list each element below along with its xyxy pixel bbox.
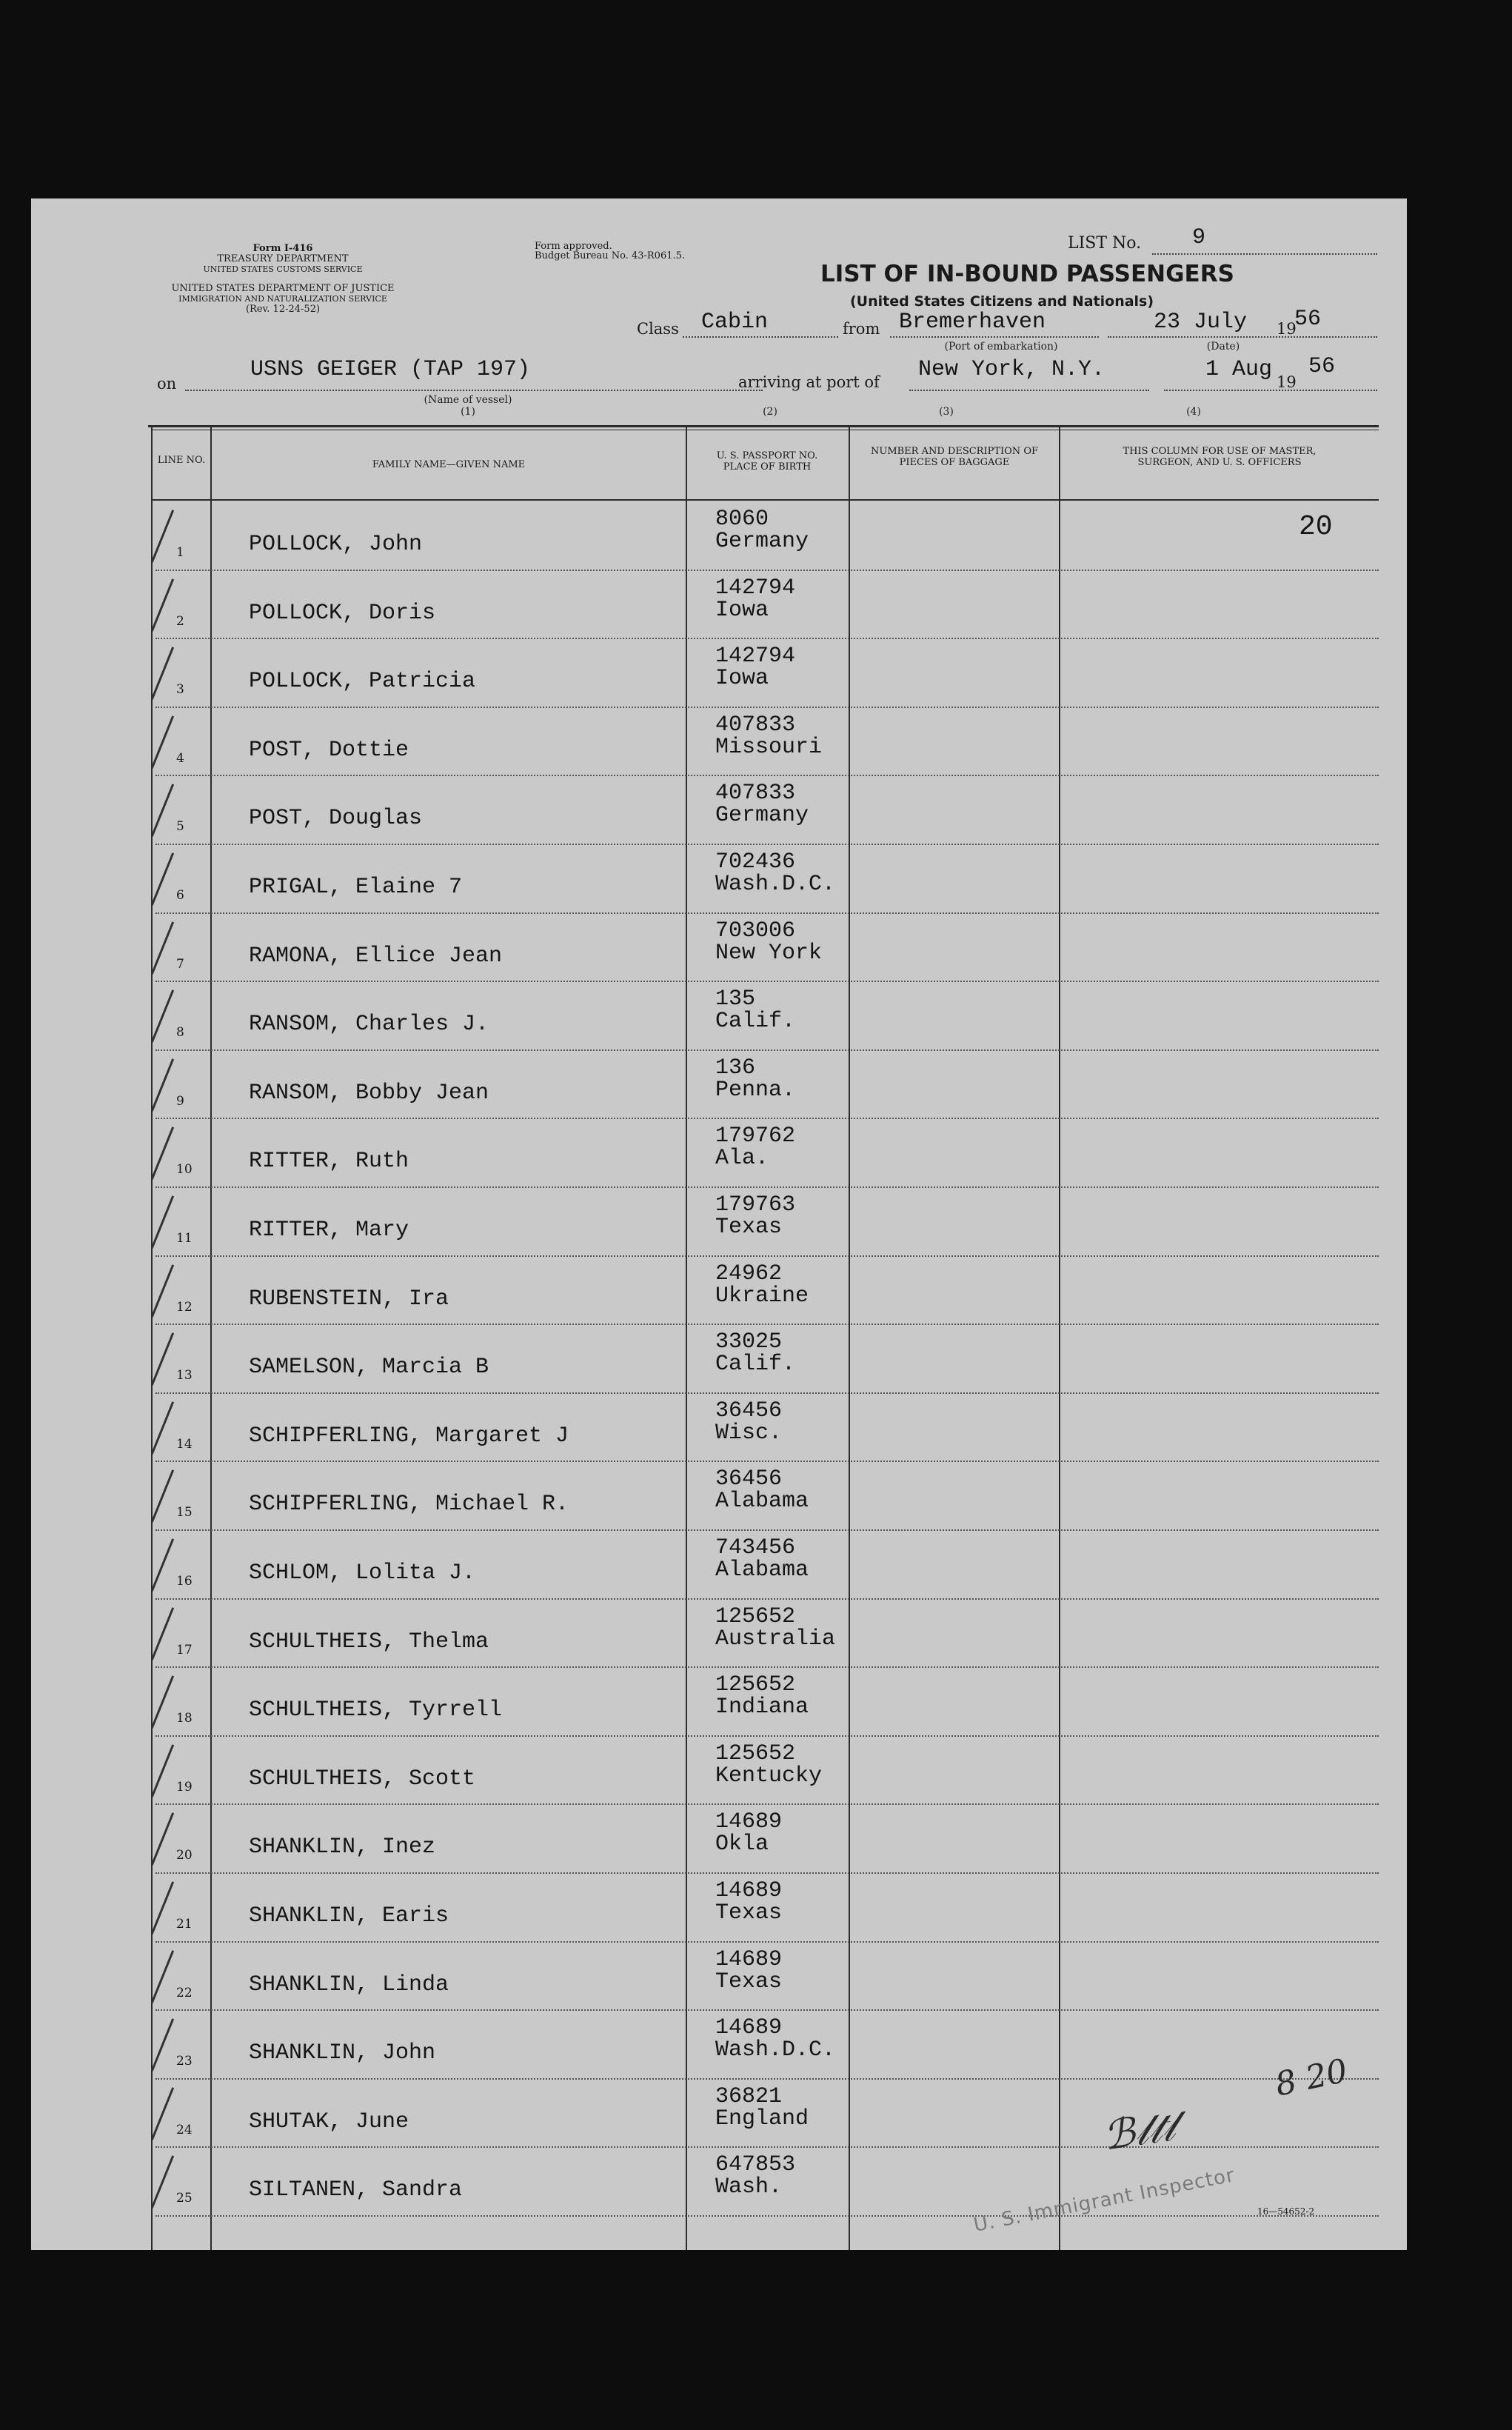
row-separator [155,1872,1379,1874]
given-name: Thelma [409,1629,489,1655]
embark-year-prefix: 19 [1277,320,1297,338]
line-number: 18 [176,1711,193,1726]
list-number-line [1152,253,1377,255]
check-mark [151,1607,174,1660]
family-name: SCHULTHEIS, [249,1766,396,1792]
vessel-line [185,390,763,391]
place-of-birth: Texas [715,1215,783,1240]
row-separator [155,981,1379,982]
check-mark [151,2087,174,2140]
line-number: 17 [176,1642,193,1658]
arrival-date: 1 Aug [1205,357,1273,382]
row-separator [155,2009,1379,2011]
passport-number: 179763 [715,1192,796,1218]
passport-number: 125652 [715,1740,796,1766]
vessel-name: USNS GEIGER (TAP 197) [250,357,531,382]
given-name: Ruth [355,1149,409,1175]
row-separator [155,707,1379,708]
row-separator [155,1941,1379,1943]
class-value: Cabin [701,310,769,335]
row-separator [155,1118,1379,1119]
given-name: Michael R. [435,1492,569,1518]
family-name: SCHULTHEIS, [249,1698,396,1723]
check-mark [151,1813,174,1866]
passport-number: 24962 [715,1261,783,1286]
row-separator [155,1461,1379,1462]
place-of-birth: Texas [715,1900,783,1926]
caption-2: (2) [763,406,777,418]
form-approved: Form approved. [535,241,612,252]
arrival-date-line [1164,390,1377,391]
line-number: 12 [176,1299,193,1315]
line-number: 5 [176,819,184,835]
line-number: 22 [176,1985,193,2000]
line-number: 25 [176,2191,193,2206]
line-number: 13 [176,1368,193,1383]
check-mark [151,1744,174,1798]
place-of-birth: Iowa [715,666,769,692]
given-name: Tyrrell [409,1698,503,1723]
line-number: 24 [176,2122,193,2137]
family-name: POST, [249,737,316,763]
embark-date-line [1108,336,1377,338]
place-of-birth: Alabama [715,1489,809,1515]
line-number: 2 [176,613,184,629]
passport-number: 14689 [715,2015,783,2041]
caption-3: (3) [939,406,954,418]
check-mark [151,1950,174,2003]
given-name: Ellice Jean [355,943,503,969]
family-name: SHANKLIN, [249,1835,369,1860]
family-name: POLLOCK, [249,669,356,695]
passport-number: 407833 [715,712,796,738]
place-of-birth: Texas [715,1969,783,1995]
given-name: Doris [369,600,436,626]
passport-number: 703006 [715,918,796,944]
line-number: 8 [176,1025,184,1041]
passport-number: 647853 [715,2152,796,2178]
check-mark [151,921,174,975]
on-label: on [157,375,177,393]
passport-number: 136 [715,1055,756,1081]
given-name: John [369,532,423,557]
justice-dept: UNITED STATES DEPARTMENT OF JUSTICE [171,283,395,294]
family-name: RITTER, [249,1149,343,1175]
embark-port-line [890,336,1099,338]
passport-number: 743456 [715,1535,796,1561]
family-name: PRIGAL, [249,875,343,900]
row-separator [155,1186,1379,1188]
header-baggage: NUMBER AND DESCRIPTION OF PIECES OF BAGGAGE [870,446,1038,468]
given-name: Linda [382,1972,449,1997]
place-of-birth: Calif. [715,1009,796,1035]
given-name: Douglas [329,806,423,832]
family-name: SCHLOM, [249,1561,343,1586]
passport-number: 142794 [715,575,796,601]
passport-number: 36821 [715,2083,783,2109]
row-separator [155,1529,1379,1531]
place-of-birth: Iowa [715,597,769,623]
place-of-birth: Ukraine [715,1283,809,1309]
place-of-birth: Indiana [715,1695,809,1720]
inspector-signature: ℬ𝓁𝓉𝓁 [1100,2103,1178,2160]
check-mark [151,1538,174,1592]
check-mark [151,510,174,563]
line-number: 10 [176,1162,193,1178]
family-name: SHUTAK, [249,2109,343,2134]
passport-number: 14689 [715,1878,783,1903]
family-name: RITTER, [249,1218,343,1243]
given-name: Dottie [329,737,409,763]
check-mark [151,1058,174,1112]
line-number: 9 [176,1093,184,1109]
place-of-birth: Wash. [715,2174,783,2200]
row-separator [155,2215,1379,2217]
row-separator [155,570,1379,571]
check-mark [151,784,174,838]
header-bottom-rule [151,499,1379,501]
embark-port: Bremerhaven [899,310,1046,335]
check-mark [151,715,174,769]
list-number: 9 [1192,225,1206,250]
check-mark [151,852,174,906]
given-name: Sandra [382,2177,463,2203]
inspector-stamp: U. S. Immigrant Inspector [971,2164,1237,2237]
row-separator [155,1666,1379,1668]
row-separator [155,1735,1379,1737]
line-number: 14 [176,1436,193,1452]
given-name: June [355,2109,409,2134]
arriving-label: arriving at port of [738,373,880,391]
document-subtitle: (United States Citizens and Nationals) [850,293,1154,310]
passport-number: 179762 [715,1124,796,1149]
officer-remark: 20 [1299,511,1333,543]
given-name: Earis [382,1903,449,1929]
line-col-divider [210,425,212,2250]
line-number: 11 [176,1231,193,1246]
from-label: from [843,320,880,338]
check-mark [151,989,174,1043]
place-of-birth: Wash.D.C. [715,872,836,897]
place-of-birth: Calif. [715,1352,796,1378]
row-separator [155,775,1379,776]
family-name: SHANKLIN, [249,1903,369,1929]
footer-code: 16—54652-2 [1257,2206,1315,2217]
arrival-port: New York, N.Y. [918,357,1105,382]
passport-number: 36456 [715,1466,783,1492]
vessel-caption: (Name of vessel) [424,394,512,406]
manifest-sheet [31,198,1407,2250]
budget-bureau: Budget Bureau No. 43-R061.5. [535,250,686,261]
table-top-rule [148,425,1379,427]
line-number: 23 [176,2054,193,2069]
check-mark [151,1401,174,1455]
check-mark [151,1881,174,1935]
place-of-birth: Alabama [715,1558,809,1583]
family-name: SCHULTHEIS, [249,1629,396,1655]
given-name: John [382,2040,436,2066]
place-of-birth: Australia [715,1626,836,1652]
check-mark [151,1195,174,1249]
given-name: Mary [355,1218,409,1243]
check-mark [151,2018,174,2072]
passport-number: 125652 [715,1603,796,1629]
line-number: 15 [176,1505,193,1521]
line-number: 3 [176,682,184,698]
row-separator [155,2146,1379,2148]
date-caption: (Date) [1206,341,1240,353]
family-name: SAMELSON, [249,1355,369,1381]
place-of-birth: Missouri [715,734,823,760]
given-name: Margaret J [435,1423,569,1449]
row-separator [155,1049,1379,1051]
family-name: SHANKLIN, [249,2040,369,2066]
family-name: RAMONA, [249,943,343,969]
check-mark [151,1127,174,1181]
line-number: 4 [176,750,184,766]
row-separator [155,1255,1379,1257]
line-number: 1 [176,545,184,560]
list-label: LIST No. [1068,234,1142,253]
row-separator [155,1324,1379,1325]
header-line-no: LINE NO. [157,455,206,466]
given-name: Lolita J. [355,1561,476,1586]
caption-1: (1) [461,406,475,418]
row-separator [155,638,1379,639]
place-of-birth: Wisc. [715,1420,783,1446]
check-mark [151,578,174,632]
passport-number: 8060 [715,507,769,532]
row-separator [155,1392,1379,1394]
place-of-birth: England [715,2106,809,2132]
passport-number: 125652 [715,1672,796,1698]
passport-number: 14689 [715,1946,783,1972]
row-separator [155,912,1379,914]
place-of-birth: Penna. [715,1077,796,1103]
place-of-birth: Germany [715,529,809,554]
embark-year: 56 [1294,307,1322,332]
passport-number: 14689 [715,1809,783,1835]
page-total-handwritten: 8 20 [1271,2052,1351,2104]
line-number: 21 [176,1917,193,1932]
family-name: POLLOCK, [249,532,356,557]
caption-4: (4) [1186,406,1201,418]
check-mark [151,1470,174,1523]
row-separator [155,844,1379,845]
line-number: 16 [176,1574,193,1589]
arrival-port-line [909,390,1149,391]
arrival-year: 56 [1308,354,1336,379]
given-name: Marcia B [382,1355,489,1381]
line-number: 19 [176,1779,193,1795]
embark-date: 23 July [1154,310,1248,335]
place-of-birth: Kentucky [715,1763,823,1789]
document-title: LIST OF IN-BOUND PASSENGERS [820,261,1234,287]
header-name: FAMILY NAME—GIVEN NAME [372,459,526,470]
place-of-birth: Germany [715,803,809,829]
passport-number: 142794 [715,644,796,670]
place-of-birth: Okla [715,1832,769,1857]
baggage-col-divider [1059,425,1060,2250]
form-revision: (Rev. 12-24-52) [245,304,321,315]
embark-port-caption: (Port of embarkation) [944,341,1058,353]
check-mark [151,2156,174,2209]
arrival-year-prefix: 19 [1277,373,1297,391]
place-of-birth: Ala. [715,1146,769,1172]
line-number: 6 [176,888,184,903]
family-name: SCHIPFERLING, [249,1492,423,1518]
passport-number: 407833 [715,781,796,807]
place-of-birth: New York [715,940,823,966]
check-mark [151,647,174,700]
given-name: Elaine 7 [355,875,463,900]
place-of-birth: Wash.D.C. [715,2037,836,2063]
passport-number: 702436 [715,850,796,875]
check-mark [151,1675,174,1729]
family-name: RANSOM, [249,1080,343,1106]
family-name: SILTANEN, [249,2177,369,2203]
class-label: Class [637,320,679,338]
line-number: 7 [176,956,184,972]
passport-number: 33025 [715,1329,783,1355]
passport-number: 36456 [715,1398,783,1423]
row-separator [155,2078,1379,2080]
given-name: Charles J. [355,1012,489,1038]
given-name: Scott [409,1766,476,1792]
family-name: POLLOCK, [249,600,356,626]
family-name: RANSOM, [249,1012,343,1038]
customs-service: UNITED STATES CUSTOMS SERVICE [203,264,363,274]
given-name: Ira [409,1286,449,1312]
ins-service: IMMIGRATION AND NATURALIZATION SERVICE [178,294,387,304]
header-passport: U. S. PASSPORT NO. PLACE OF BIRTH [716,450,818,473]
treasury-dept: TREASURY DEPARTMENT [217,253,349,264]
check-mark [151,1332,174,1386]
family-name: SCHIPFERLING, [249,1423,423,1449]
name-col-divider [686,425,687,2250]
header-officers: THIS COLUMN FOR USE OF MASTER, SURGEON, AND U. S. OFFICERS [1123,446,1317,468]
family-name: SHANKLIN, [249,1972,369,1997]
class-line [683,336,838,338]
passport-col-divider [849,425,850,2250]
given-name: Inez [382,1835,436,1860]
family-name: POST, [249,806,316,832]
form-number: Form I-416 [252,243,313,254]
line-number: 20 [176,1848,193,1863]
family-name: RUBENSTEIN, [249,1286,396,1312]
passport-number: 135 [715,987,756,1012]
given-name: Bobby Jean [355,1080,489,1106]
row-separator [155,1803,1379,1805]
given-name: Patricia [369,669,476,695]
row-separator [155,1598,1379,1600]
check-mark [151,1264,174,1318]
